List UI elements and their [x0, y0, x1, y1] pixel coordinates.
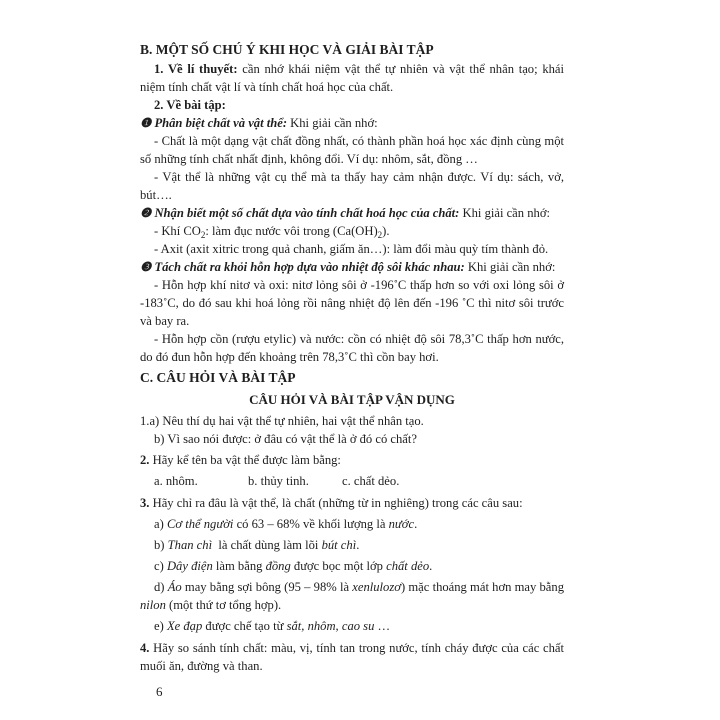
section-c-title: C. CÂU HỎI VÀ BÀI TẬP — [140, 370, 296, 385]
q3c-italic-2: đồng — [265, 559, 291, 573]
note-3-heading — [140, 258, 564, 276]
note-2-point-a — [140, 222, 564, 240]
q3c-middle-2: được bọc một lớp — [290, 559, 387, 573]
note-3-label: ❸ Tách chất ra khỏi hỗn hợp dựa vào nhiệt độ sôi khác nhau: — [140, 260, 465, 274]
option-a: a. nhôm. — [154, 474, 198, 488]
page-number: 6 — [156, 684, 163, 699]
note-1-point-b: - Vật thể là những vật cụ thể mà ta thấy hay cảm nhận được. Ví dụ: sách, vở, bút…. — [140, 170, 564, 202]
question-3-number: 3. — [140, 496, 150, 510]
note-1-label: ❶ Phân biệt chất và vật thể: — [140, 116, 288, 130]
q3c-italic-3: chất dẻo — [386, 559, 430, 573]
co2-subscript: 2 — [200, 230, 206, 240]
question-2-text: Hãy kể tên ba vật thể được làm bằng: — [149, 453, 341, 467]
theory-text: cần nhớ khái niệm vật thể tự nhiên và vật thể nhân tạo; khái niệm tính chất vật lí và tính chất hoá học của chất. — [140, 62, 565, 94]
q3c-italic-1: Dây điện — [166, 559, 213, 573]
limewater-end: ). — [382, 224, 390, 238]
section-b-title: B. MỘT SỐ CHÚ Ý KHI HỌC VÀ GIẢI BÀI TẬP — [140, 42, 434, 57]
option-c: c. chất dẻo. — [342, 474, 400, 488]
limewater-text: : làm đục nước vôi trong (Ca(OH) — [205, 224, 378, 238]
exercise-label: 2. Về bài tập: — [154, 98, 226, 112]
question-3 — [140, 494, 564, 512]
note-2-text: Khi giải cần nhớ: — [459, 206, 550, 220]
q3c-end: . — [429, 559, 433, 573]
q3b-end: . — [356, 538, 360, 552]
question-4-number: 4. — [140, 641, 150, 655]
q3b-prefix: b) — [154, 538, 168, 552]
q3d-middle-2: ) mặc thoáng mát hơn may bằng — [400, 580, 564, 594]
q3e-middle: được chế tạo từ — [202, 619, 287, 633]
question-3a — [140, 515, 564, 533]
page-content — [140, 38, 564, 675]
question-4 — [140, 639, 564, 675]
q3d-italic-2: xenlulozơ — [352, 580, 401, 594]
q3e-end: … — [374, 619, 391, 633]
q3d-end: (một thứ tơ tổng hợp). — [165, 598, 282, 612]
q3b-middle: là chất dùng làm lõi — [212, 538, 322, 552]
q3b-italic-1: Than chì — [167, 538, 213, 552]
q3d-italic-3: nilon — [140, 598, 166, 612]
question-4-text: Hãy so sánh tính chất: màu, vị, tính tan trong nước, tính cháy được của các chất muối ăn, đường và than. — [140, 641, 564, 673]
theory-note — [140, 60, 564, 96]
note-2-label: ❷ Nhận biết một số chất dựa vào tính chất hoá học của chất: — [140, 206, 460, 220]
q3e-italic-1: Xe đạp — [166, 619, 203, 633]
question-2-options — [140, 472, 564, 490]
note-1-point-a: - Chất là một dạng vật chất đồng nhất, có thành phần hoá học xác định cùng một số những tính chất nhất định, không đổi. Ví dụ: nhôm, sắt, đồng … — [140, 134, 564, 166]
q3b-italic-2: bút chì — [321, 538, 357, 552]
q3d-italic-1: Áo — [167, 580, 182, 594]
q3e-prefix: e) — [154, 619, 167, 633]
question-3-text: Hãy chỉ ra đâu là vật thể, là chất (những từ in nghiêng) trong các câu sau: — [149, 496, 523, 510]
question-1a: 1.a) Nêu thí dụ hai vật thể tự nhiên, hai vật thể nhân tạo. — [140, 414, 424, 428]
question-3d — [140, 578, 564, 614]
question-3b — [140, 536, 564, 554]
q3a-italic-1: Cơ thể người — [166, 517, 234, 531]
question-2 — [140, 451, 564, 469]
note-2-point-b: - Axit (axit xitric trong quả chanh, giấm ăn…): làm đổi màu quỳ tím thành đỏ. — [154, 242, 549, 256]
note-3-point-a: - Hỗn hợp khí nitơ và oxi: nitơ lỏng sôi ở -196˚C thấp hơn so với oxi lỏng sôi ở -183˚C, do đó sau khi hoá lỏng rồi nâng nhiệt độ lên đến -196 ˚C thì nitơ sôi trước và bay ra. — [140, 278, 564, 328]
q3c-prefix: c) — [154, 559, 167, 573]
co2-text: - Khí CO — [154, 224, 201, 238]
question-3c — [140, 557, 564, 575]
caoh2-subscript: 2 — [377, 230, 383, 240]
q3a-prefix: a) — [154, 517, 167, 531]
note-2-heading — [140, 204, 564, 222]
option-b: b. thủy tinh. — [248, 474, 309, 488]
note-1-text: Khi giải cần nhớ: — [287, 116, 378, 130]
note-1-heading — [140, 114, 564, 132]
q3a-end: . — [414, 517, 418, 531]
note-3-text: Khi giải cần nhớ: — [464, 260, 556, 274]
note-3-point-b: - Hỗn hợp cồn (rượu etylic) và nước: cồn có nhiệt độ sôi 78,3˚C thấp hơn nước, do đó đun hỗn hợp đến khoảng trên 78,3˚C thì cồn bay hơi. — [140, 332, 564, 364]
q3a-middle: có 63 – 68% về khối lượng là — [233, 517, 389, 531]
question-3e — [140, 617, 564, 635]
q3d-prefix: d) — [154, 580, 168, 594]
q3c-middle-1: làm bằng — [212, 559, 266, 573]
q3e-italic-2: sắt, nhôm, cao su — [286, 619, 375, 633]
question-2-number: 2. — [140, 453, 150, 467]
q3a-italic-2: nước — [388, 517, 415, 531]
q3d-middle-1: may bằng sợi bông (95 – 98% là — [181, 580, 353, 594]
subsection-title: CÂU HỎI VÀ BÀI TẬP VẬN DỤNG — [249, 392, 455, 407]
theory-label: 1. Về lí thuyết: — [154, 62, 238, 76]
question-1b: b) Vì sao nói được: ở đâu có vật thể là ở đó có chất? — [154, 432, 417, 446]
